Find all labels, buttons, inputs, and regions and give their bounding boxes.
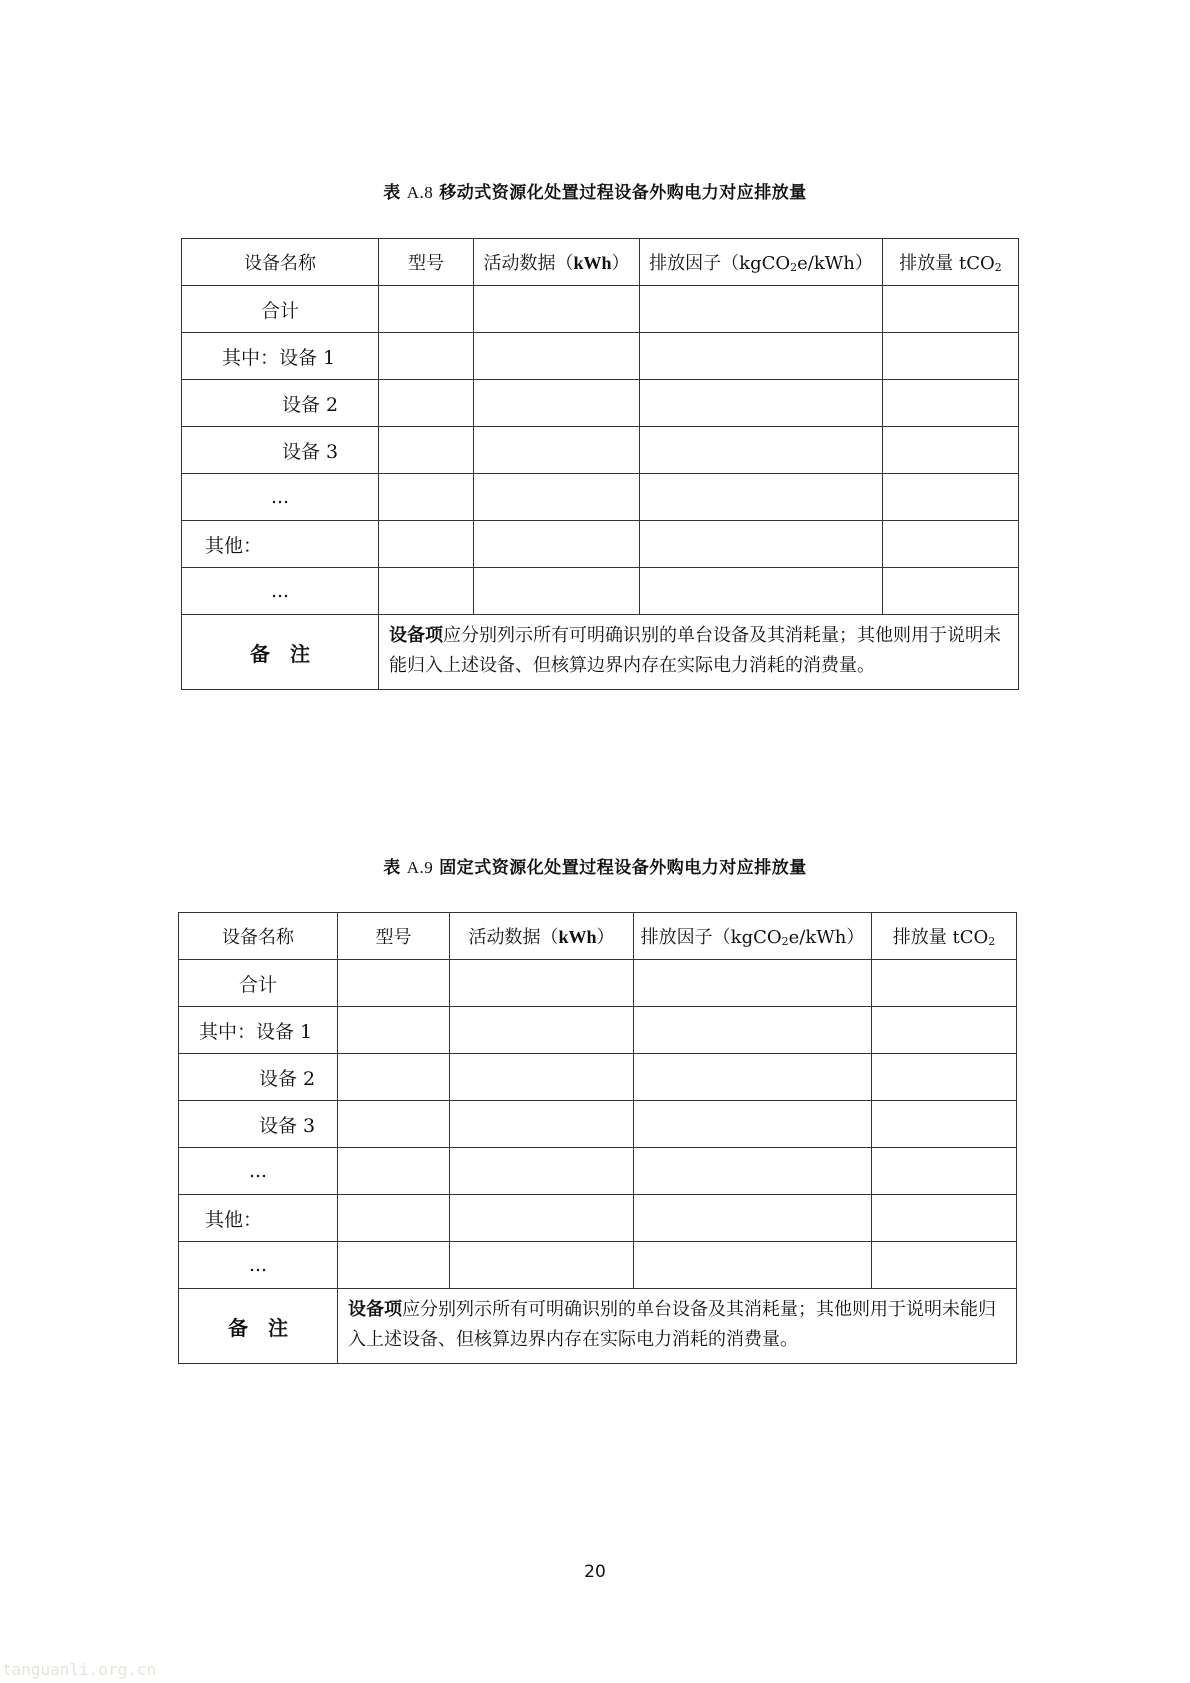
header-activity-data <box>450 913 634 960</box>
table-a9-title <box>0 853 1190 878</box>
table-header-row <box>182 239 1019 286</box>
cell-model[interactable] <box>338 960 450 1007</box>
page-number: 20 <box>584 1562 606 1582</box>
header-text: 排放量 tCO <box>892 927 989 948</box>
cell-model[interactable] <box>379 427 474 474</box>
row-label-ellipsis: ... <box>182 474 379 521</box>
table-row <box>182 568 1019 615</box>
cell-emission[interactable] <box>883 380 1019 427</box>
table-a8 <box>181 238 1019 690</box>
cell-model[interactable] <box>379 521 474 568</box>
cell-model[interactable] <box>338 1054 450 1101</box>
row-label-device-3: 设备 3 <box>182 427 379 474</box>
cell-emission[interactable] <box>872 1195 1017 1242</box>
header-emissions <box>883 239 1019 286</box>
table-row <box>182 286 1019 333</box>
cell-activity[interactable] <box>474 286 640 333</box>
cell-model[interactable] <box>379 286 474 333</box>
cell-factor[interactable] <box>634 960 872 1007</box>
subscript: 2 <box>781 935 789 948</box>
header-model: 型号 <box>379 239 474 286</box>
row-label-device-1: 其中：设备 1 <box>179 1007 338 1054</box>
note-row <box>182 615 1019 690</box>
cell-factor[interactable] <box>640 427 883 474</box>
row-label-ellipsis: ... <box>179 1242 338 1289</box>
header-unit: kWh <box>573 253 612 273</box>
cell-activity[interactable] <box>450 1242 634 1289</box>
cell-factor[interactable] <box>634 1148 872 1195</box>
header-text: 排放因子（kgCO <box>649 253 791 274</box>
title-number: A.8 <box>406 183 434 202</box>
row-label-total: 合计 <box>182 286 379 333</box>
table-row <box>179 1195 1017 1242</box>
title-number: A.9 <box>406 858 434 877</box>
row-label-other: 其他： <box>179 1195 338 1242</box>
header-emission-factor <box>634 913 872 960</box>
cell-emission[interactable] <box>883 568 1019 615</box>
cell-model[interactable] <box>379 380 474 427</box>
note-emphasis: 设备项 <box>389 625 443 646</box>
cell-activity[interactable] <box>450 1054 634 1101</box>
cell-factor[interactable] <box>634 1054 872 1101</box>
cell-emission[interactable] <box>883 286 1019 333</box>
header-text: e/kWh） <box>788 927 865 948</box>
row-label-ellipsis: ... <box>182 568 379 615</box>
cell-emission[interactable] <box>872 1148 1017 1195</box>
table-a9 <box>178 912 1017 1364</box>
cell-emission[interactable] <box>883 474 1019 521</box>
header-model: 型号 <box>338 913 450 960</box>
header-text: ） <box>611 253 630 274</box>
cell-emission[interactable] <box>872 1054 1017 1101</box>
header-emission-factor <box>640 239 883 286</box>
row-label-other: 其他： <box>182 521 379 568</box>
header-text: 活动数据（ <box>468 927 559 948</box>
cell-factor[interactable] <box>634 1242 872 1289</box>
table-row <box>179 1101 1017 1148</box>
cell-activity[interactable] <box>474 333 640 380</box>
cell-model[interactable] <box>338 1242 450 1289</box>
table-header-row <box>179 913 1017 960</box>
row-label-device-2: 设备 2 <box>179 1054 338 1101</box>
cell-factor[interactable] <box>640 474 883 521</box>
cell-activity[interactable] <box>474 380 640 427</box>
note-text <box>379 615 1019 690</box>
table-row <box>182 474 1019 521</box>
cell-model[interactable] <box>379 474 474 521</box>
row-label-device-2: 设备 2 <box>182 380 379 427</box>
header-text: 排放量 tCO <box>899 253 995 274</box>
header-text: ） <box>596 927 615 948</box>
note-emphasis: 设备项 <box>348 1299 402 1320</box>
cell-emission[interactable] <box>872 1007 1017 1054</box>
header-text: 排放因子（kgCO <box>640 927 782 948</box>
table-row <box>179 1242 1017 1289</box>
cell-emission[interactable] <box>883 427 1019 474</box>
header-device-name: 设备名称 <box>179 913 338 960</box>
watermark: tanguanli.org.cn <box>2 1660 157 1679</box>
cell-emission[interactable] <box>883 521 1019 568</box>
cell-factor[interactable] <box>634 1195 872 1242</box>
cell-factor[interactable] <box>640 568 883 615</box>
table-row <box>179 1148 1017 1195</box>
cell-factor[interactable] <box>640 380 883 427</box>
note-body: 应分别列示所有可明确识别的单台设备及其消耗量；其他则用于说明未能归入上述设备、但核算边界内存在实际电力消耗的消费量。 <box>348 1299 996 1350</box>
table-row <box>179 960 1017 1007</box>
row-label-device-3: 设备 3 <box>179 1101 338 1148</box>
cell-factor[interactable] <box>640 521 883 568</box>
cell-emission[interactable] <box>872 960 1017 1007</box>
cell-activity[interactable] <box>474 427 640 474</box>
cell-model[interactable] <box>338 1148 450 1195</box>
cell-activity[interactable] <box>450 960 634 1007</box>
cell-activity[interactable] <box>474 521 640 568</box>
title-text: 固定式资源化处置过程设备外购电力对应排放量 <box>439 858 807 878</box>
cell-model[interactable] <box>338 1007 450 1054</box>
cell-factor[interactable] <box>640 286 883 333</box>
note-label: 备 注 <box>179 1289 338 1364</box>
table-row <box>179 1007 1017 1054</box>
cell-activity[interactable] <box>450 1195 634 1242</box>
header-unit: kWh <box>558 927 597 947</box>
table-row <box>182 427 1019 474</box>
cell-model[interactable] <box>379 333 474 380</box>
title-prefix: 表 <box>383 183 401 203</box>
title-prefix: 表 <box>383 858 401 878</box>
row-label-ellipsis: ... <box>179 1148 338 1195</box>
cell-model[interactable] <box>338 1101 450 1148</box>
table-row <box>182 380 1019 427</box>
table-a8-title <box>0 178 1190 203</box>
table-row <box>179 1054 1017 1101</box>
cell-model[interactable] <box>379 568 474 615</box>
cell-activity[interactable] <box>474 474 640 521</box>
cell-activity[interactable] <box>474 568 640 615</box>
subscript: 2 <box>790 261 798 274</box>
subscript: 2 <box>994 261 1002 274</box>
cell-activity[interactable] <box>450 1007 634 1054</box>
table-row <box>182 521 1019 568</box>
title-text: 移动式资源化处置过程设备外购电力对应排放量 <box>439 183 807 203</box>
note-row <box>179 1289 1017 1364</box>
table-row <box>182 333 1019 380</box>
header-text: 活动数据（ <box>483 253 574 274</box>
header-activity-data <box>474 239 640 286</box>
subscript: 2 <box>988 935 996 948</box>
header-device-name: 设备名称 <box>182 239 379 286</box>
header-text: e/kWh） <box>797 253 873 274</box>
row-label-total: 合计 <box>179 960 338 1007</box>
note-body: 应分别列示所有可明确识别的单台设备及其消耗量；其他则用于说明未能归入上述设备、但核算边界内存在实际电力消耗的消费量。 <box>389 625 1001 676</box>
cell-emission[interactable] <box>883 333 1019 380</box>
cell-activity[interactable] <box>450 1101 634 1148</box>
cell-factor[interactable] <box>634 1101 872 1148</box>
cell-emission[interactable] <box>872 1101 1017 1148</box>
cell-model[interactable] <box>338 1195 450 1242</box>
cell-emission[interactable] <box>872 1242 1017 1289</box>
header-emissions <box>872 913 1017 960</box>
cell-activity[interactable] <box>450 1148 634 1195</box>
note-text <box>338 1289 1017 1364</box>
cell-factor[interactable] <box>640 333 883 380</box>
note-label: 备 注 <box>182 615 379 690</box>
cell-factor[interactable] <box>634 1007 872 1054</box>
row-label-device-1: 其中：设备 1 <box>182 333 379 380</box>
